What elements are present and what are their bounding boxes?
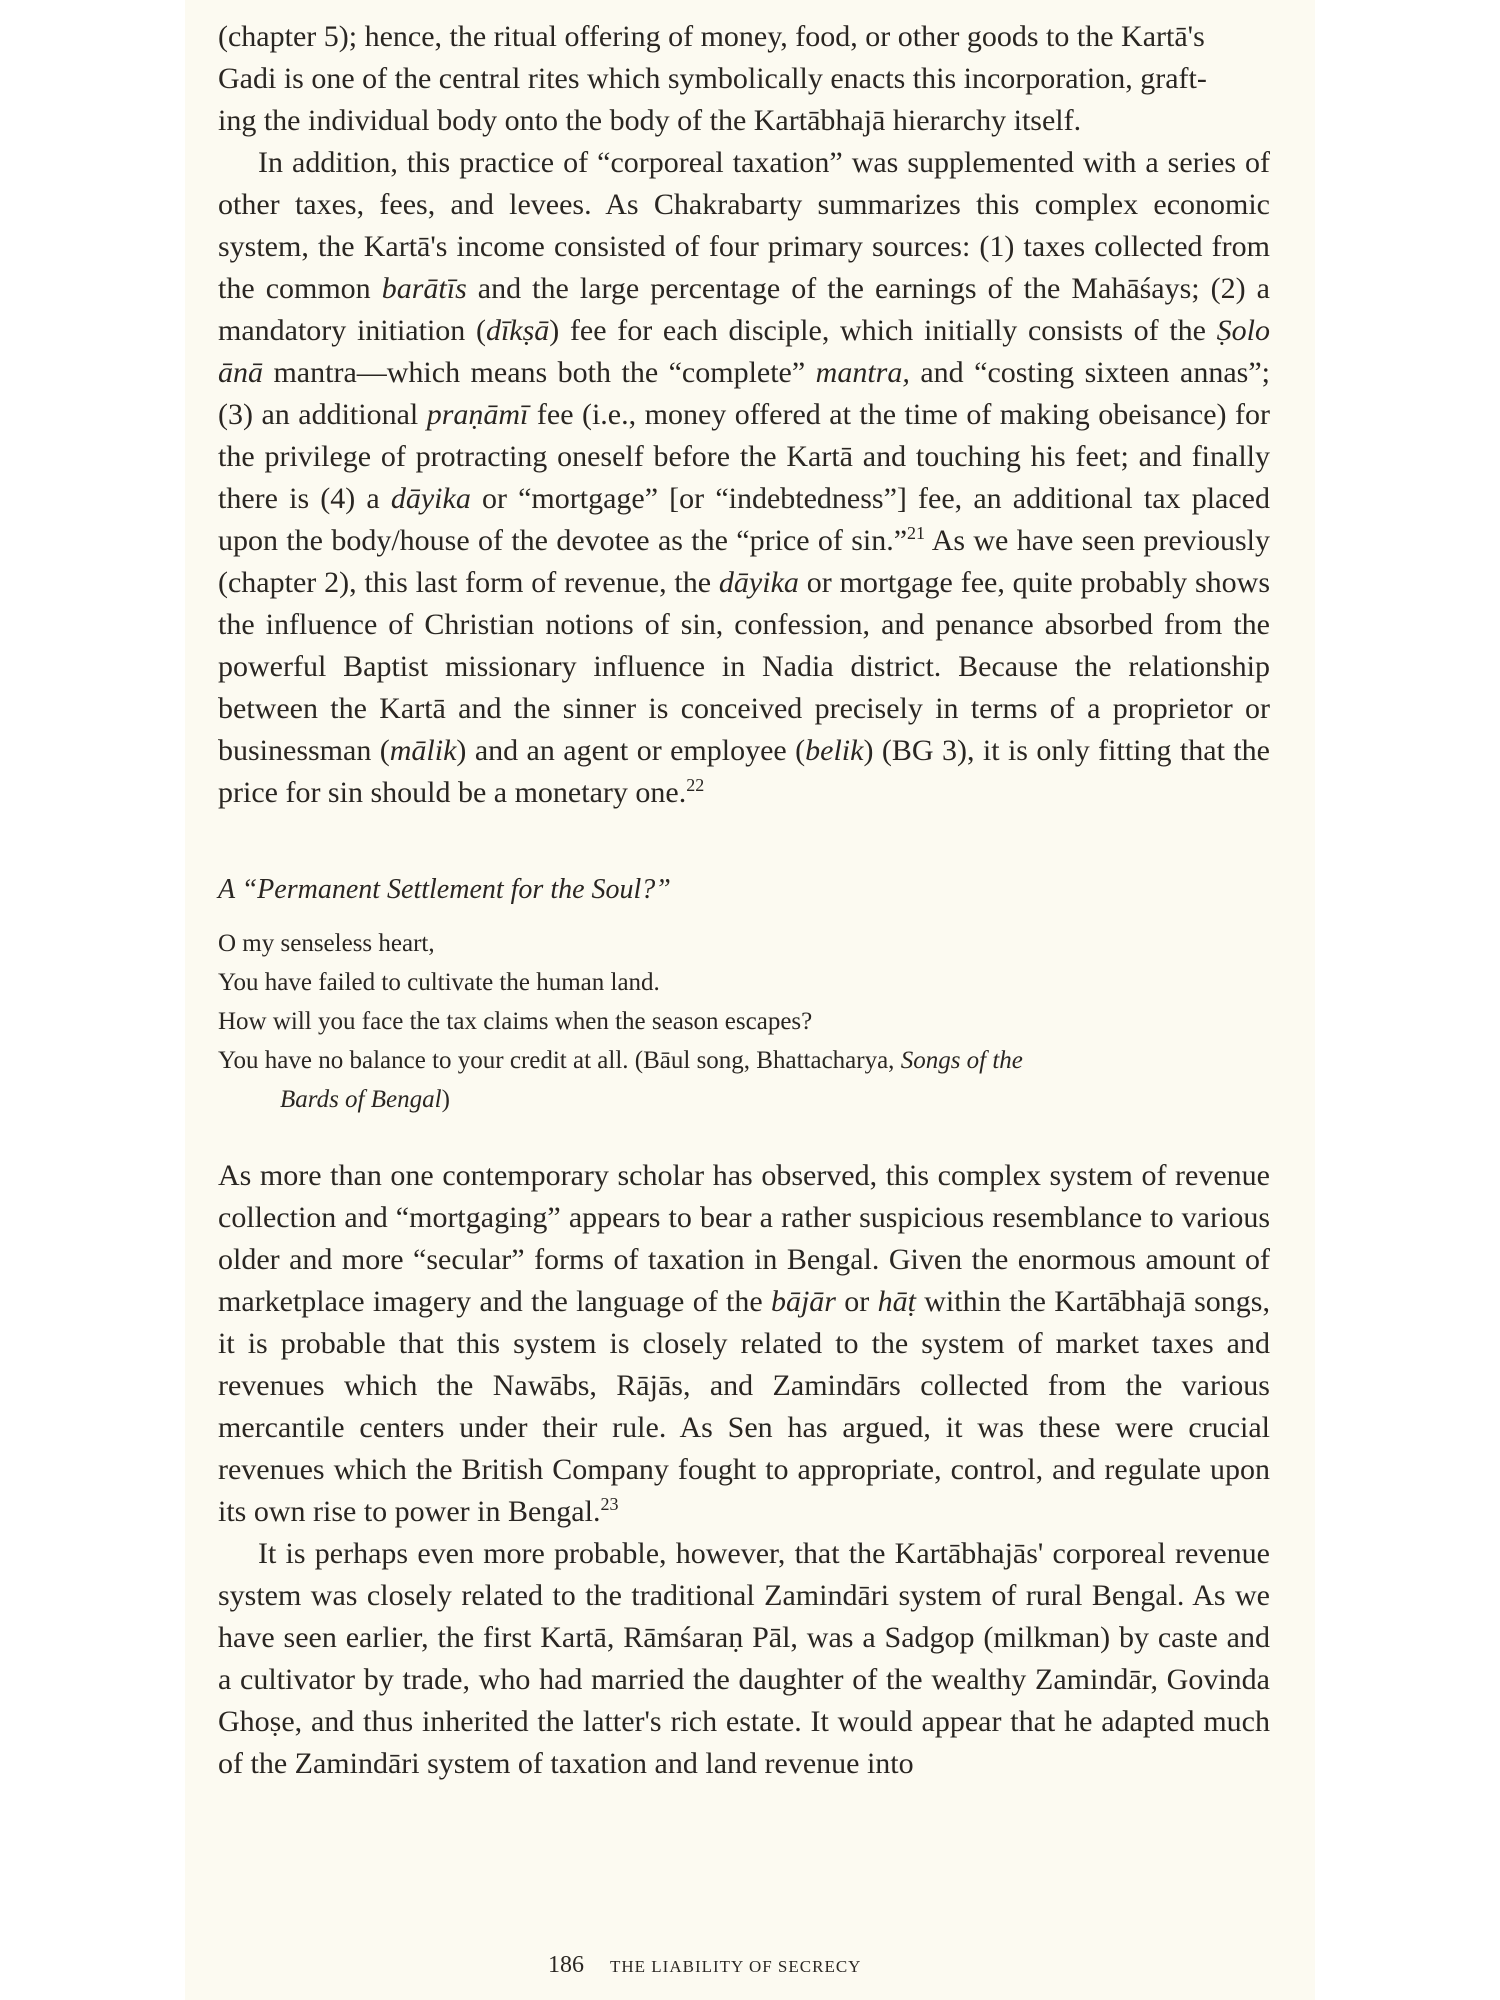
text-run: within the Kartābhajā songs, it is probable that this system is closely related to the system of market taxes and revenues which the Nawābs, Rājās, and Zamindārs collected from the various mercantile centers under their rule. As Sen has argued, it was these were crucial revenues which the British Company fought to appropriate, control, and regulate upon its own rise to power in Bengal. — [218, 1285, 1270, 1528]
epigraph-line-3: How will you face the tax claims when the season escapes? — [218, 1008, 813, 1035]
italic-term: mālik — [389, 734, 457, 767]
epigraph-line-4 — [218, 1041, 1270, 1080]
italic-term: Ṣolo ānā — [218, 314, 1270, 389]
page-number: 186 — [548, 1952, 584, 1978]
paragraph-1-line-2: Gadi is one of the central rites which symbolically enacts this incorporation, graft- — [218, 62, 1207, 95]
italic-term: barātīs — [381, 272, 467, 305]
paragraph-1-line-1: (chapter 5); hence, the ritual offering of money, food, or other goods to the Kartā's — [218, 20, 1205, 53]
italic-term: mantra, — [815, 356, 910, 389]
text-run: and “costing sixteen annas”; (3) an additional — [218, 356, 1270, 431]
text-run: As we have seen previously (chapter 2), this last form of revenue, the — [218, 524, 1270, 599]
epigraph-song — [218, 924, 1270, 1119]
text-run: ) and an agent or employee ( — [456, 734, 806, 767]
paragraph-2 — [218, 142, 1270, 814]
epigraph-line-2: You have failed to cultivate the human land. — [218, 969, 660, 996]
epigraph-citation-title: Bards of Bengal — [280, 1086, 442, 1113]
italic-term: dāyika — [718, 566, 799, 599]
italic-term: hāṭ — [877, 1285, 916, 1318]
epigraph-citation-text: ) — [441, 1086, 450, 1113]
text-run: or — [835, 1285, 878, 1318]
footnote-ref-22[interactable]: 22 — [686, 775, 705, 795]
epigraph-line-5 — [218, 1080, 1270, 1119]
paragraph-1-line-3: ing the individual body onto the body of the Kartābhajā hierarchy itself. — [218, 104, 1082, 137]
epigraph-citation-text: You have no balance to your credit at all. (Bāul song, Bhattacharya, — [218, 1047, 901, 1074]
text-run: As more than one contemporary scholar has observed, this complex system of revenue collection and “mortgaging” appears to bear a rather suspicious resemblance to various older and more “secular” forms of taxation in Bengal. Given the enormous amount of marketplace imagery and the language of the — [218, 1159, 1270, 1318]
epigraph-citation-title: Songs of the — [900, 1047, 1023, 1074]
text-run: mantra—which means both the “complete” — [263, 356, 816, 389]
running-title: THE LIABILITY OF SECRECY — [610, 1957, 862, 1976]
section-heading: A “Permanent Settlement for the Soul?” — [218, 874, 671, 905]
italic-term: belik — [805, 734, 864, 767]
paragraph-3 — [218, 1155, 1270, 1533]
epigraph-line-1: O my senseless heart, — [218, 930, 435, 957]
text-run: ) (BG 3), it is only fitting that the price for sin should be a monetary one. — [218, 734, 1270, 809]
footnote-ref-21[interactable]: 21 — [907, 523, 926, 543]
text-run: In addition, this practice of “corporeal taxation” was supplemented with a series of other taxes, fees, and levees. As Chakrabarty summarizes this complex economic system, the Kartā's income consisted of four primary sources: (1) taxes collected from the common — [218, 146, 1270, 305]
italic-term: dīkṣā — [485, 314, 550, 347]
text-run: or mortgage fee, quite probably shows the influence of Christian notions of sin, confession, and penance absorbed from the powerful Baptist missionary influence in Nadia district. Because the relationship between the Kartā and the sinner is conceived precisely in terms of a proprietor or businessman ( — [218, 566, 1271, 767]
text-run: and the large percentage of the earnings of the Mahāśays; (2) a mandatory initiation ( — [218, 272, 1271, 347]
paragraph-1 — [218, 16, 1270, 142]
italic-term: bājār — [770, 1285, 836, 1318]
footnote-ref-23[interactable]: 23 — [600, 1494, 619, 1514]
page-footer — [548, 1952, 1068, 1979]
text-run: fee (i.e., money offered at the time of making obeisance) for the privilege of protracting oneself before the Kartā and touching his feet; and finally there is (4) a — [218, 398, 1270, 515]
text-run: or “mortgage” [or “indebtedness”] fee, an additional tax placed upon the body/house of the devotee as the “price of sin.” — [218, 482, 1270, 557]
text-run: ) fee for each disciple, which initially consists of the — [549, 314, 1217, 347]
italic-term: dāyika — [390, 482, 471, 515]
italic-term: praṇāmī — [426, 398, 529, 431]
paragraph-4: It is perhaps even more probable, however, that the Kartābhajās' corporeal revenue system was closely related to the traditional Zamindāri system of rural Bengal. As we have seen earlier, the first Kartā, Rāmśaraṇ Pāl, was a Sadgop (milkman) by caste and a cultivator by trade, who had married the daughter of the wealthy Zamindār, Govinda Ghoṣe, and thus inherited the latter's rich estate. It would appear that he adapted much of the Zamindāri system of taxation and land revenue into — [218, 1537, 1270, 1780]
page-body — [218, 16, 1270, 1785]
